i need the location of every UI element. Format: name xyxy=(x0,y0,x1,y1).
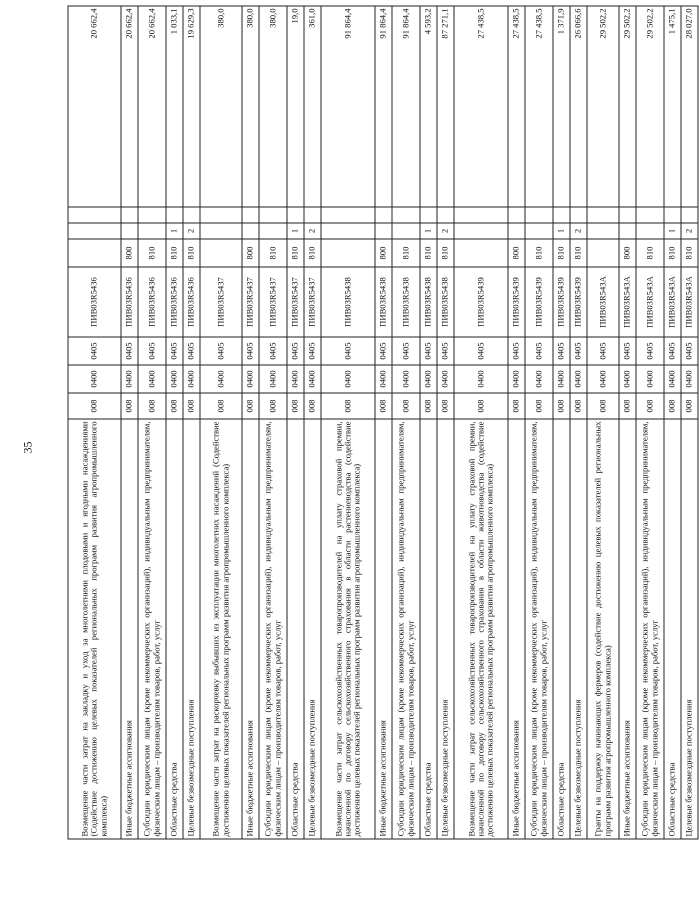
row-sum: 29 502,2 xyxy=(587,6,619,207)
row-expense-type: 810 xyxy=(553,239,570,267)
row-name: Субсидии юридическим лицам (кроме некоммерческих организаций), индивидуальным предпринимателям, физическим лицам – производителям товаров, работ, услуг xyxy=(525,419,553,839)
table-row xyxy=(138,6,166,839)
row-code-a xyxy=(200,223,242,239)
row-code-b xyxy=(664,207,681,223)
row-expense-type: 810 xyxy=(166,239,183,267)
rotated-page-content xyxy=(68,7,694,840)
row-expense-type xyxy=(68,239,121,267)
budget-table-body xyxy=(68,6,698,839)
table-row xyxy=(304,6,321,839)
row-code-b xyxy=(392,207,420,223)
row-target-article: ПИВ03R5436 xyxy=(183,267,200,337)
row-target-article: ПИВ03R5438 xyxy=(321,267,375,337)
row-name: Областные средства xyxy=(664,419,681,839)
row-subsection: 0405 xyxy=(375,337,392,365)
row-code-b xyxy=(375,207,392,223)
row-section: 0400 xyxy=(121,365,138,393)
row-sum: 20 662,4 xyxy=(138,6,166,207)
row-sum: 27 438,5 xyxy=(525,6,553,207)
row-code-a xyxy=(375,223,392,239)
row-expense-type: 810 xyxy=(392,239,420,267)
row-name: Субсидии юридическим лицам (кроме некоммерческих организаций), индивидуальным предпринимателям, физическим лицам – производителям товаров, работ, услуг xyxy=(138,419,166,839)
row-subsection: 0405 xyxy=(200,337,242,365)
row-section: 0400 xyxy=(454,365,508,393)
row-sum: 380,0 xyxy=(242,6,259,207)
page-number: 35 xyxy=(20,441,35,454)
row-code-a: 1 xyxy=(287,223,304,239)
row-code-a: 2 xyxy=(304,223,321,239)
row-target-article: ПИВ03R5439 xyxy=(508,267,525,337)
row-expense-type: 800 xyxy=(375,239,392,267)
row-sum: 1 475,1 xyxy=(664,6,681,207)
row-name: Целевые безвозмездные поступления xyxy=(304,419,321,839)
row-ved: 008 xyxy=(138,393,166,419)
row-ved: 008 xyxy=(454,393,508,419)
row-subsection: 0405 xyxy=(553,337,570,365)
table-row xyxy=(166,6,183,839)
row-expense-type: 810 xyxy=(420,239,437,267)
row-ved: 008 xyxy=(242,393,259,419)
row-section: 0400 xyxy=(619,365,636,393)
row-code-b xyxy=(287,207,304,223)
row-expense-type: 800 xyxy=(619,239,636,267)
table-row xyxy=(183,6,200,839)
row-target-article: ПИВ03R5436 xyxy=(121,267,138,337)
row-subsection: 0405 xyxy=(587,337,619,365)
row-code-b xyxy=(636,207,664,223)
row-subsection: 0405 xyxy=(570,337,587,365)
row-name: Иные бюджетные ассигнования xyxy=(375,419,392,839)
row-name: Областные средства xyxy=(553,419,570,839)
row-subsection: 0405 xyxy=(681,337,698,365)
table-row xyxy=(454,6,508,839)
row-target-article: ПИВ03R5439 xyxy=(570,267,587,337)
row-subsection: 0405 xyxy=(304,337,321,365)
row-subsection: 0405 xyxy=(664,337,681,365)
table-row xyxy=(619,6,636,839)
table-row xyxy=(525,6,553,839)
row-target-article: ПИВ03R5438 xyxy=(437,267,454,337)
row-section: 0400 xyxy=(287,365,304,393)
row-section: 0400 xyxy=(553,365,570,393)
row-code-b xyxy=(553,207,570,223)
row-target-article: ПИВ03R5438 xyxy=(420,267,437,337)
row-section: 0400 xyxy=(437,365,454,393)
row-expense-type xyxy=(454,239,508,267)
row-subsection: 0405 xyxy=(454,337,508,365)
row-name: Возмещение части затрат сельскохозяйственных товаропроизводителей на уплату страховой премии, начисленной по договору сельскохозяйственного страхования в области растениеводства (содействие достижению целевых показателей региональных программ развития агропромышленного комплекса) xyxy=(321,419,375,839)
row-code-a: 1 xyxy=(166,223,183,239)
table-row xyxy=(681,6,698,839)
row-name: Иные бюджетные ассигнования xyxy=(508,419,525,839)
row-section: 0400 xyxy=(392,365,420,393)
row-section: 0400 xyxy=(68,365,121,393)
row-target-article: ПИВ03R543А xyxy=(681,267,698,337)
row-expense-type: 810 xyxy=(681,239,698,267)
row-sum: 26 066,6 xyxy=(570,6,587,207)
row-code-a xyxy=(636,223,664,239)
row-subsection: 0405 xyxy=(259,337,287,365)
table-row xyxy=(121,6,138,839)
row-sum: 29 502,2 xyxy=(619,6,636,207)
row-ved: 008 xyxy=(681,393,698,419)
row-section: 0400 xyxy=(681,365,698,393)
row-target-article: ПИВ03R5436 xyxy=(138,267,166,337)
row-section: 0400 xyxy=(508,365,525,393)
row-ved: 008 xyxy=(525,393,553,419)
row-ved: 008 xyxy=(287,393,304,419)
row-expense-type xyxy=(200,239,242,267)
table-row xyxy=(68,6,121,839)
row-section: 0400 xyxy=(138,365,166,393)
row-target-article: ПИВ03R5437 xyxy=(242,267,259,337)
row-target-article: ПИВ03R5439 xyxy=(454,267,508,337)
row-code-a xyxy=(259,223,287,239)
row-ved: 008 xyxy=(304,393,321,419)
row-code-b xyxy=(121,207,138,223)
row-sum: 27 438,5 xyxy=(508,6,525,207)
row-ved: 008 xyxy=(375,393,392,419)
row-name: Областные средства xyxy=(420,419,437,839)
row-ved: 008 xyxy=(392,393,420,419)
row-code-b xyxy=(68,207,121,223)
row-target-article: ПИВ03R5437 xyxy=(287,267,304,337)
row-ved: 008 xyxy=(183,393,200,419)
row-name: Субсидии юридическим лицам (кроме некоммерческих организаций), индивидуальным предпринимателям, физическим лицам – производителям товаров, работ, услуг xyxy=(259,419,287,839)
row-sum: 87 271,1 xyxy=(437,6,454,207)
row-sum: 19,0 xyxy=(287,6,304,207)
row-target-article: ПИВ03R543А xyxy=(619,267,636,337)
row-code-a xyxy=(138,223,166,239)
row-sum: 20 662,4 xyxy=(121,6,138,207)
row-sum: 29 502,2 xyxy=(636,6,664,207)
row-code-b xyxy=(183,207,200,223)
row-name: Субсидии юридическим лицам (кроме некоммерческих организаций), индивидуальным предпринимателям, физическим лицам – производителям товаров, работ, услуг xyxy=(392,419,420,839)
row-target-article: ПИВ03R5437 xyxy=(259,267,287,337)
row-name: Иные бюджетные ассигнования xyxy=(121,419,138,839)
row-target-article: ПИВ03R543А xyxy=(664,267,681,337)
row-sum: 380,0 xyxy=(200,6,242,207)
row-code-a: 1 xyxy=(553,223,570,239)
row-ved: 008 xyxy=(166,393,183,419)
table-row xyxy=(242,6,259,839)
budget-table xyxy=(68,6,699,840)
row-code-a: 2 xyxy=(183,223,200,239)
row-sum: 4 593,2 xyxy=(420,6,437,207)
row-ved: 008 xyxy=(508,393,525,419)
row-expense-type: 810 xyxy=(304,239,321,267)
row-code-a xyxy=(508,223,525,239)
row-section: 0400 xyxy=(636,365,664,393)
row-subsection: 0405 xyxy=(138,337,166,365)
row-subsection: 0405 xyxy=(68,337,121,365)
row-section: 0400 xyxy=(200,365,242,393)
row-code-a xyxy=(587,223,619,239)
row-code-a: 2 xyxy=(681,223,698,239)
row-subsection: 0405 xyxy=(166,337,183,365)
row-code-b xyxy=(138,207,166,223)
row-code-a xyxy=(525,223,553,239)
row-name: Возмещение части затрат на раскорчевку выбывших из эксплуатации многолетних насаждений (Содействие достижению целевых показателей региональных программ развития агропромышленного комплекса) xyxy=(200,419,242,839)
row-name: Иные бюджетные ассигнования xyxy=(619,419,636,839)
row-target-article: ПИВ03R543А xyxy=(636,267,664,337)
table-row xyxy=(375,6,392,839)
row-section: 0400 xyxy=(664,365,681,393)
row-section: 0400 xyxy=(420,365,437,393)
row-name: Целевые безвозмездные поступления xyxy=(681,419,698,839)
row-subsection: 0405 xyxy=(619,337,636,365)
row-section: 0400 xyxy=(321,365,375,393)
row-target-article: ПИВ03R5439 xyxy=(553,267,570,337)
row-section: 0400 xyxy=(375,365,392,393)
row-section: 0400 xyxy=(587,365,619,393)
row-code-b xyxy=(508,207,525,223)
table-row xyxy=(437,6,454,839)
row-sum: 1 033,1 xyxy=(166,6,183,207)
row-sum: 380,0 xyxy=(259,6,287,207)
row-expense-type xyxy=(321,239,375,267)
row-name: Возмещение части затрат на закладку и уход за многолетними плодовыми и ягодными насаждениями (Содействие достижению целевых показателей региональных программ развития агропромышленного комплекса) xyxy=(68,419,121,839)
table-row xyxy=(259,6,287,839)
row-code-b xyxy=(587,207,619,223)
row-ved: 008 xyxy=(321,393,375,419)
row-code-a: 1 xyxy=(420,223,437,239)
row-code-b xyxy=(259,207,287,223)
row-code-a xyxy=(68,223,121,239)
row-name: Субсидии юридическим лицам (кроме некоммерческих организаций), индивидуальным предпринимателям, физическим лицам – производителям товаров, работ, услуг xyxy=(636,419,664,839)
row-code-b xyxy=(619,207,636,223)
row-subsection: 0405 xyxy=(183,337,200,365)
row-code-a: 1 xyxy=(664,223,681,239)
row-target-article: ПИВ03R5438 xyxy=(392,267,420,337)
row-name: Гранты на поддержку начинающих фермеров (содействие достижению целевых показателей региональных программ развития агропромышленного комплекса) xyxy=(587,419,619,839)
row-target-article: ПИВ03R5437 xyxy=(304,267,321,337)
row-sum: 28 027,0 xyxy=(681,6,698,207)
row-code-b xyxy=(321,207,375,223)
row-sum: 91 864,4 xyxy=(375,6,392,207)
row-target-article: ПИВ03R5436 xyxy=(68,267,121,337)
table-row xyxy=(200,6,242,839)
row-name: Целевые безвозмездные поступления xyxy=(183,419,200,839)
row-code-b xyxy=(454,207,508,223)
row-code-a xyxy=(392,223,420,239)
row-sum: 91 864,4 xyxy=(392,6,420,207)
row-ved: 008 xyxy=(437,393,454,419)
row-ved: 008 xyxy=(259,393,287,419)
row-expense-type: 800 xyxy=(242,239,259,267)
row-code-b xyxy=(437,207,454,223)
row-expense-type: 810 xyxy=(183,239,200,267)
table-row xyxy=(587,6,619,839)
row-ved: 008 xyxy=(553,393,570,419)
row-name: Целевые безвозмездные поступления xyxy=(437,419,454,839)
table-row xyxy=(508,6,525,839)
row-section: 0400 xyxy=(570,365,587,393)
table-row xyxy=(392,6,420,839)
row-expense-type: 810 xyxy=(664,239,681,267)
row-sum: 91 864,4 xyxy=(321,6,375,207)
row-code-a: 2 xyxy=(570,223,587,239)
row-section: 0400 xyxy=(525,365,553,393)
row-subsection: 0405 xyxy=(321,337,375,365)
table-row xyxy=(321,6,375,839)
row-ved: 008 xyxy=(570,393,587,419)
row-ved: 008 xyxy=(68,393,121,419)
row-section: 0400 xyxy=(166,365,183,393)
row-subsection: 0405 xyxy=(242,337,259,365)
table-row xyxy=(664,6,681,839)
row-subsection: 0405 xyxy=(392,337,420,365)
row-code-b xyxy=(166,207,183,223)
row-name: Областные средства xyxy=(287,419,304,839)
row-subsection: 0405 xyxy=(636,337,664,365)
table-row xyxy=(570,6,587,839)
table-row xyxy=(287,6,304,839)
row-expense-type: 810 xyxy=(287,239,304,267)
row-code-b xyxy=(681,207,698,223)
row-code-b xyxy=(242,207,259,223)
row-subsection: 0405 xyxy=(525,337,553,365)
row-expense-type: 810 xyxy=(259,239,287,267)
row-ved: 008 xyxy=(587,393,619,419)
row-subsection: 0405 xyxy=(121,337,138,365)
row-code-a xyxy=(121,223,138,239)
row-name: Целевые безвозмездные поступления xyxy=(570,419,587,839)
row-section: 0400 xyxy=(183,365,200,393)
row-subsection: 0405 xyxy=(287,337,304,365)
table-row xyxy=(553,6,570,839)
table-row xyxy=(636,6,664,839)
row-section: 0400 xyxy=(304,365,321,393)
row-target-article: ПИВ03R543А xyxy=(587,267,619,337)
row-expense-type: 810 xyxy=(138,239,166,267)
row-sum: 27 438,5 xyxy=(454,6,508,207)
row-expense-type: 800 xyxy=(121,239,138,267)
row-subsection: 0405 xyxy=(420,337,437,365)
row-name: Областные средства xyxy=(166,419,183,839)
row-section: 0400 xyxy=(259,365,287,393)
row-code-b xyxy=(304,207,321,223)
row-name: Иные бюджетные ассигнования xyxy=(242,419,259,839)
row-expense-type: 810 xyxy=(636,239,664,267)
row-code-b xyxy=(570,207,587,223)
row-code-b xyxy=(525,207,553,223)
row-expense-type: 810 xyxy=(437,239,454,267)
row-section: 0400 xyxy=(242,365,259,393)
row-ved: 008 xyxy=(636,393,664,419)
row-ved: 008 xyxy=(420,393,437,419)
row-code-a xyxy=(321,223,375,239)
row-ved: 008 xyxy=(619,393,636,419)
row-target-article: ПИВ03R5437 xyxy=(200,267,242,337)
row-expense-type: 810 xyxy=(525,239,553,267)
row-expense-type: 810 xyxy=(570,239,587,267)
row-sum: 361,0 xyxy=(304,6,321,207)
row-name: Возмещение части затрат сельскохозяйственных товаропроизводителей на уплату страховой премии, начисленной по договору сельскохозяйственного страхования в области животноводства (содействие достижению целевых показателей региональных программ развития агропромышленного комплекса) xyxy=(454,419,508,839)
row-sum: 20 662,4 xyxy=(68,6,121,207)
row-subsection: 0405 xyxy=(508,337,525,365)
row-ved: 008 xyxy=(664,393,681,419)
row-expense-type xyxy=(587,239,619,267)
row-target-article: ПИВ03R5438 xyxy=(375,267,392,337)
row-code-a: 2 xyxy=(437,223,454,239)
row-target-article: ПИВ03R5436 xyxy=(166,267,183,337)
row-code-a xyxy=(454,223,508,239)
row-subsection: 0405 xyxy=(437,337,454,365)
row-ved: 008 xyxy=(200,393,242,419)
row-code-a xyxy=(619,223,636,239)
row-ved: 008 xyxy=(121,393,138,419)
row-expense-type: 800 xyxy=(508,239,525,267)
row-target-article: ПИВ03R5439 xyxy=(525,267,553,337)
table-row xyxy=(420,6,437,839)
row-sum: 1 371,9 xyxy=(553,6,570,207)
row-code-b xyxy=(200,207,242,223)
row-code-a xyxy=(242,223,259,239)
row-sum: 19 629,3 xyxy=(183,6,200,207)
row-code-b xyxy=(420,207,437,223)
